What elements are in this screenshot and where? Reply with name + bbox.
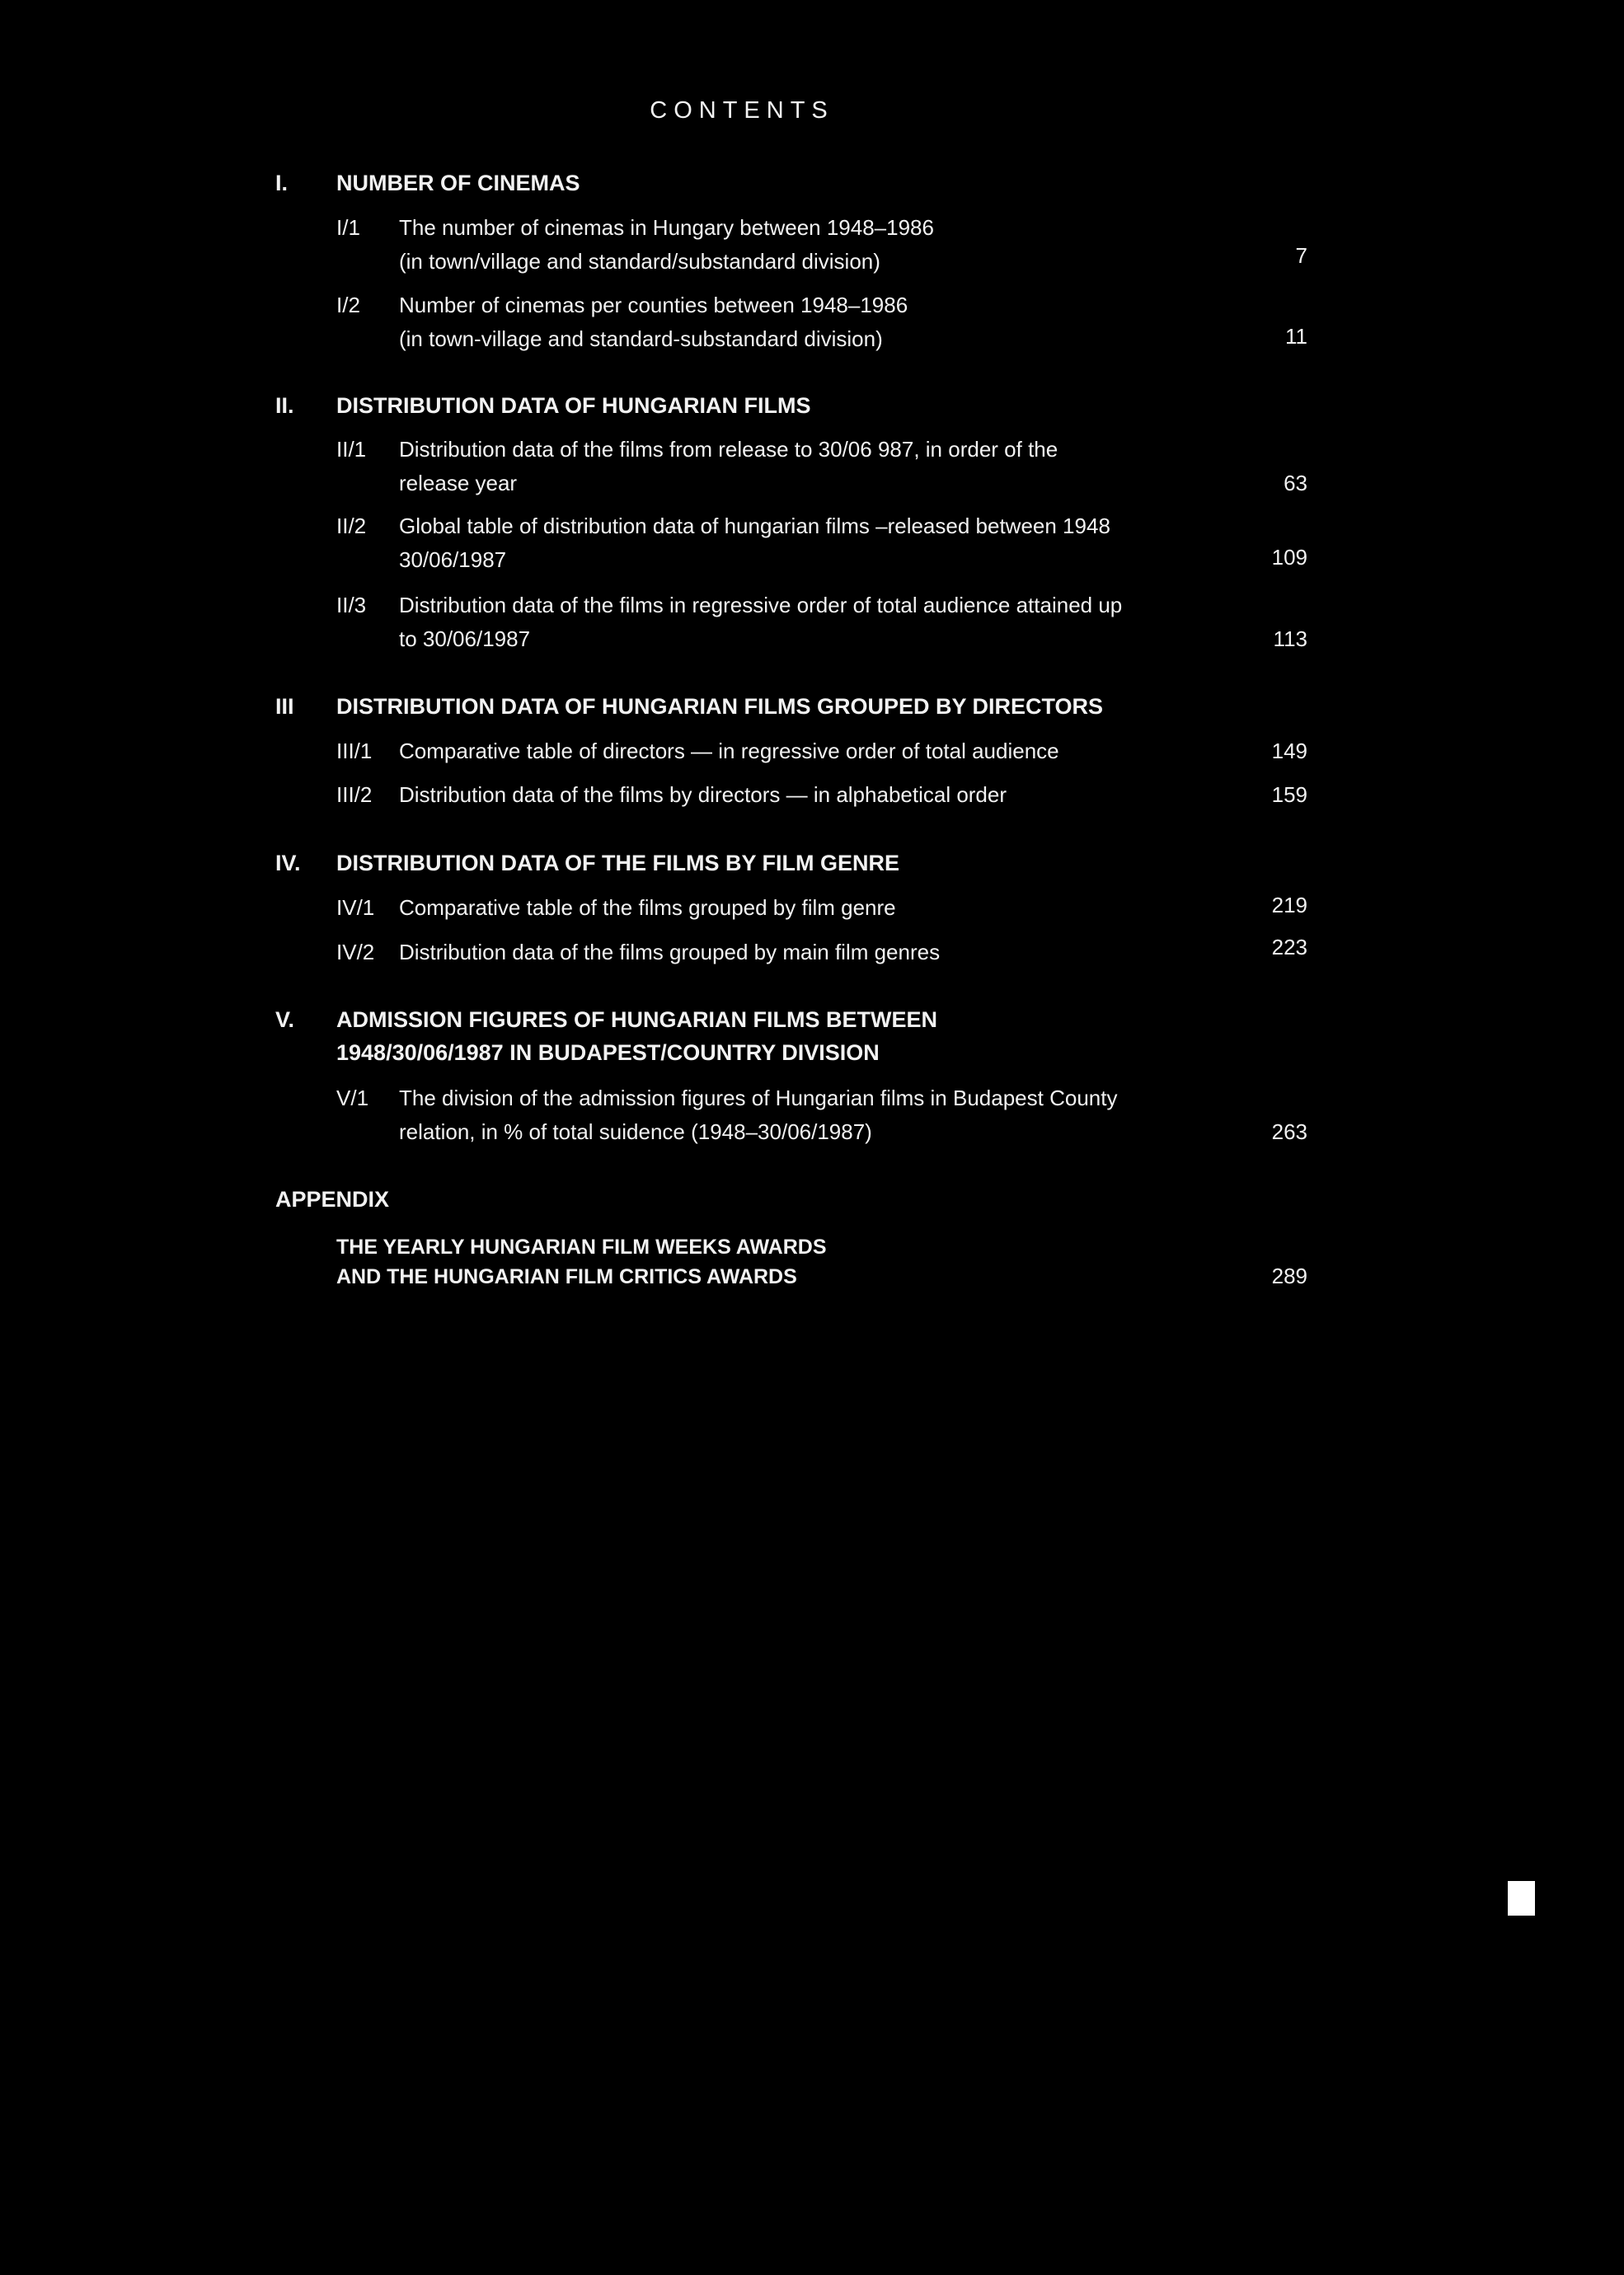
appendix-title-line: AND THE HUNGARIAN FILM CRITICS AWARDS	[336, 1265, 797, 1288]
entry-text-line: to 30/06/1987	[399, 626, 531, 651]
entry-number: III/1	[336, 739, 373, 763]
entry-number: I/2	[336, 293, 360, 317]
page-number: 11	[1285, 324, 1307, 349]
entry-text-line: 30/06/1987	[399, 547, 507, 572]
page-number: 7	[1295, 243, 1307, 268]
entry-number: II/1	[336, 437, 367, 462]
entry-text-line: The number of cinemas in Hungary between 1948–1986	[399, 215, 934, 240]
entry-number: IV/1	[336, 895, 375, 920]
section-title: DISTRIBUTION DATA OF THE FILMS BY FILM GENRE	[336, 851, 899, 875]
entry-number: III/2	[336, 782, 373, 807]
entry-text-line: (in town-village and standard-substandard division)	[399, 326, 883, 351]
section-title: DISTRIBUTION DATA OF HUNGARIAN FILMS	[336, 393, 811, 418]
section-title-line: ADMISSION FIGURES OF HUNGARIAN FILMS BETWEEN	[336, 1007, 937, 1032]
entry-text-line: Number of cinemas per counties between 1948–1986	[399, 293, 908, 317]
entry-text-line: Comparative table of directors — in regressive order of total audience	[399, 739, 1059, 763]
page-number: 289	[1271, 1264, 1307, 1288]
section-number: II.	[275, 393, 294, 418]
section-title: NUMBER OF CINEMAS	[336, 171, 580, 195]
appendix-label: APPENDIX	[275, 1187, 390, 1212]
entry-number: IV/2	[336, 940, 375, 964]
section-number: V.	[275, 1007, 295, 1032]
entry-text-line: Distribution data of the films in regressive order of total audience attained up	[399, 593, 1123, 617]
section-number: I.	[275, 171, 289, 195]
page-title: CONTENTS	[650, 97, 834, 124]
entry-number: II/3	[336, 593, 367, 617]
section-number: III	[275, 694, 294, 719]
entry-number: II/2	[336, 514, 367, 538]
entry-text-line: Global table of distribution data of hungarian films –released between 1948	[399, 514, 1110, 538]
page-number: 219	[1271, 893, 1307, 917]
entry-number: V/1	[336, 1086, 369, 1110]
entry-text-line: Distribution data of the films from release to 30/06 987, in order of the	[399, 437, 1058, 462]
section-title: DISTRIBUTION DATA OF HUNGARIAN FILMS GROUPED BY DIRECTORS	[336, 694, 1104, 719]
entry-text-line: Comparative table of the films grouped by film genre	[399, 895, 896, 920]
page-number: 63	[1284, 471, 1307, 495]
entry-text-line: Distribution data of the films by directors — in alphabetical order	[399, 782, 1007, 807]
entry-number: I/1	[336, 215, 360, 240]
page-number: 223	[1271, 935, 1307, 959]
page-number: 109	[1271, 545, 1307, 570]
appendix-title-line: THE YEARLY HUNGARIAN FILM WEEKS AWARDS	[336, 1236, 827, 1259]
entry-text-line: (in town/village and standard/substandard division)	[399, 249, 880, 274]
section-number: IV.	[275, 851, 301, 875]
entry-text-line: Distribution data of the films grouped by main film genres	[399, 940, 941, 964]
entry-text-line: The division of the admission figures of Hungarian films in Budapest County	[399, 1086, 1118, 1110]
page-number: 159	[1271, 782, 1307, 807]
page-number: 149	[1271, 739, 1307, 763]
page-number: 113	[1273, 626, 1307, 651]
scan-mark	[1508, 1881, 1535, 1916]
entry-text-line: release year	[399, 471, 518, 495]
page-number: 263	[1271, 1119, 1307, 1144]
section-title-line: 1948/30/06/1987 IN BUDAPEST/COUNTRY DIVISION	[336, 1040, 880, 1065]
entry-text-line: relation, in % of total suidence (1948–30/06/1987)	[399, 1119, 872, 1144]
